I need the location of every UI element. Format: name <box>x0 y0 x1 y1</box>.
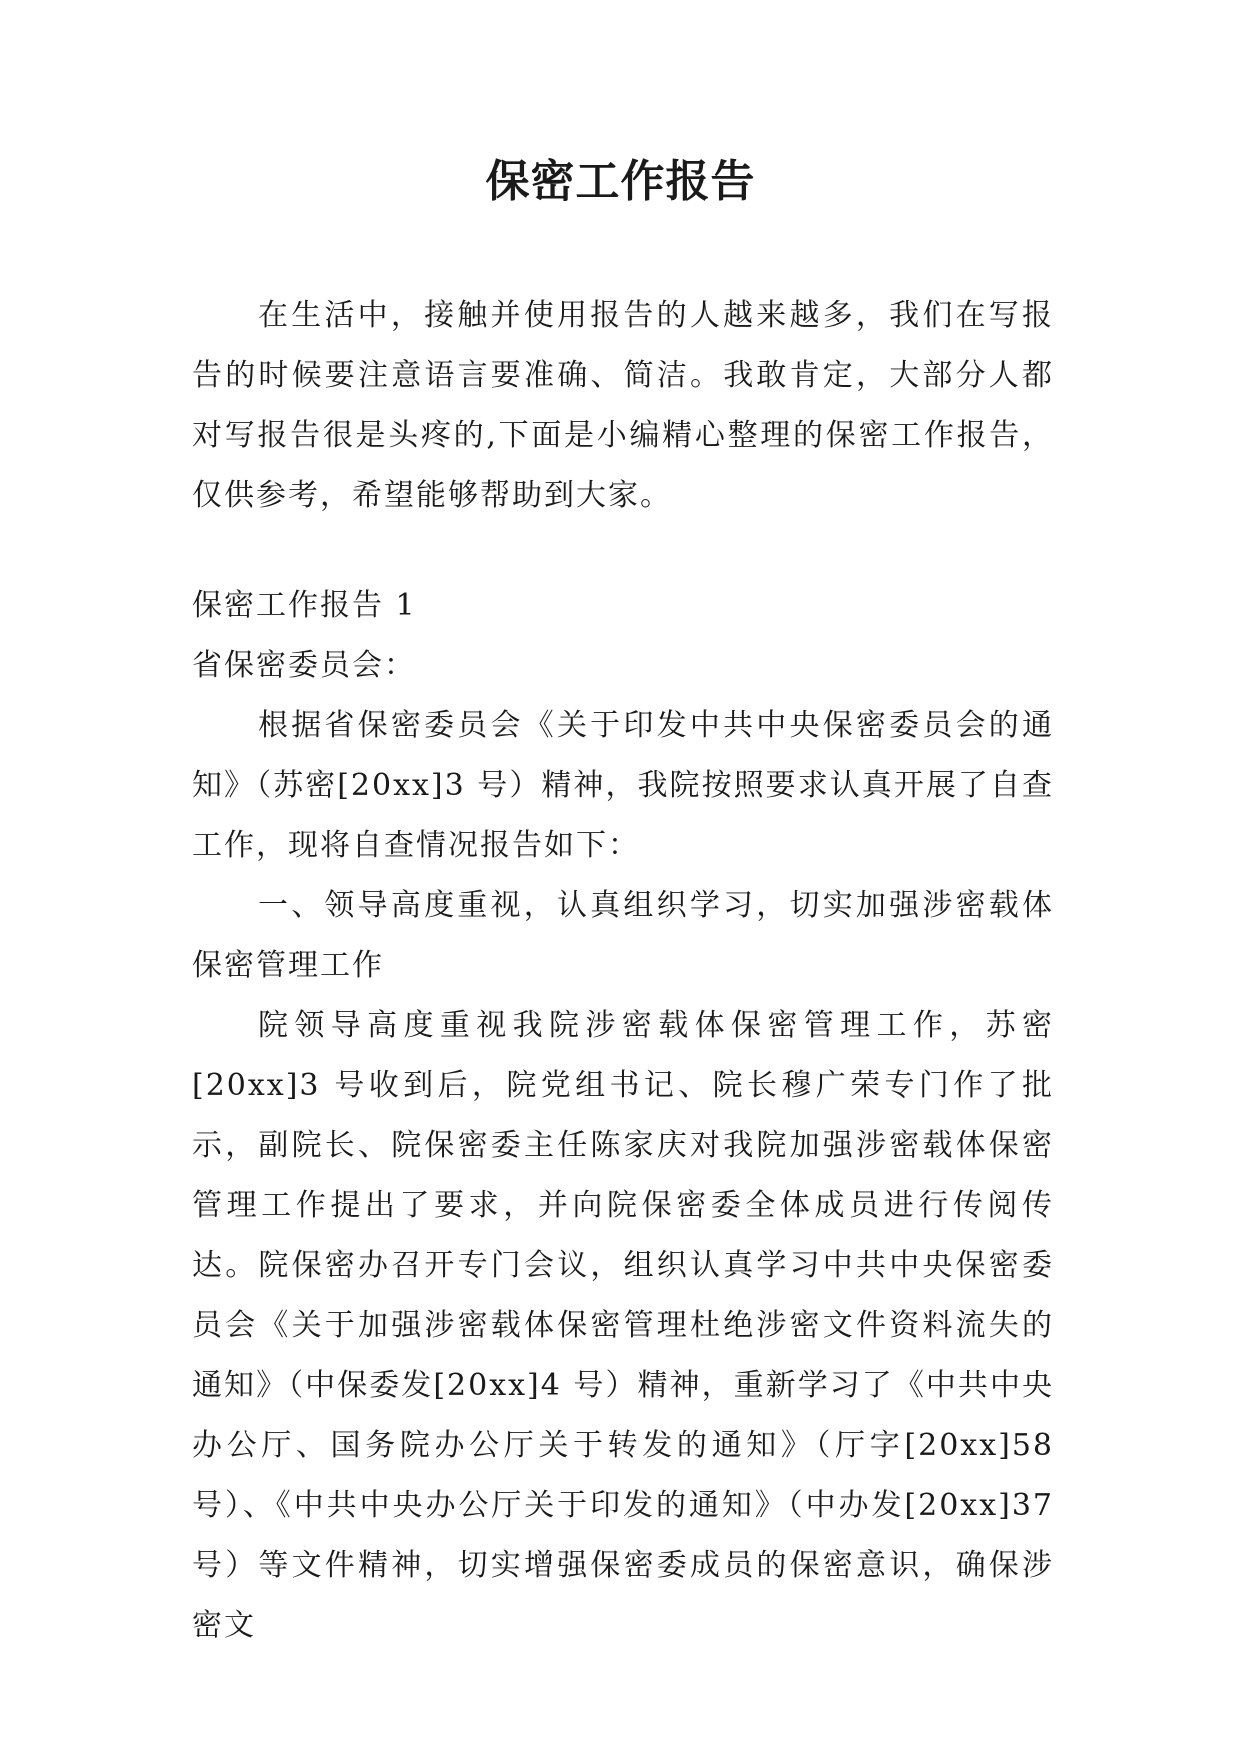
section-heading: 保密工作报告 1 <box>192 588 417 623</box>
salutation: 省保密委员会： <box>192 648 416 683</box>
body-paragraph: 根据省保密委员会《关于印发中共中央保密委员会的通知》（苏密[20xx]3 号）精神，我院按照要求认真开展了自查工作，现将自查情况报告如下： <box>192 708 1054 863</box>
report-content <box>192 576 1054 1656</box>
body-paragraph: 院领导高度重视我院涉密载体保密管理工作，苏密[20xx]3 号收到后，院党组书记、院长穆广荣专门作了批示，副院长、院保密委主任陈家庆对我院加强涉密载体保密管理工作提出了要求，并向院保密委全体成员进行传阅传达。院保密办召开专门会议，组织认真学习中共中央保密委员会《关于加强涉密载体保密管理杜绝涉密文件资料流失的通知》（中保委发[20xx]4 号）精神，重新学习了《中共中央办公厅、国务院办公厅关于转发的通知》（厅字[20xx]58 号）、《中共中央办公厅关于印发的通知》（中办发[20xx]37 号）等文件精神，切实增强保密委成员的保密意识，确保涉密文 <box>192 1008 1054 1643</box>
document-title: 保密工作报告 <box>485 156 756 207</box>
subheading: 一、领导高度重视，认真组织学习，切实加强涉密载体保密管理工作 <box>192 888 1054 983</box>
intro-paragraph: 在生活中，接触并使用报告的人越来越多，我们在写报告的时候要注意语言要准确、简洁。我敢肯定，大部分人都对写报告很是头疼的,下面是小编精心整理的保密工作报告，仅供参考，希望能够帮助到大家。 <box>192 298 1054 513</box>
